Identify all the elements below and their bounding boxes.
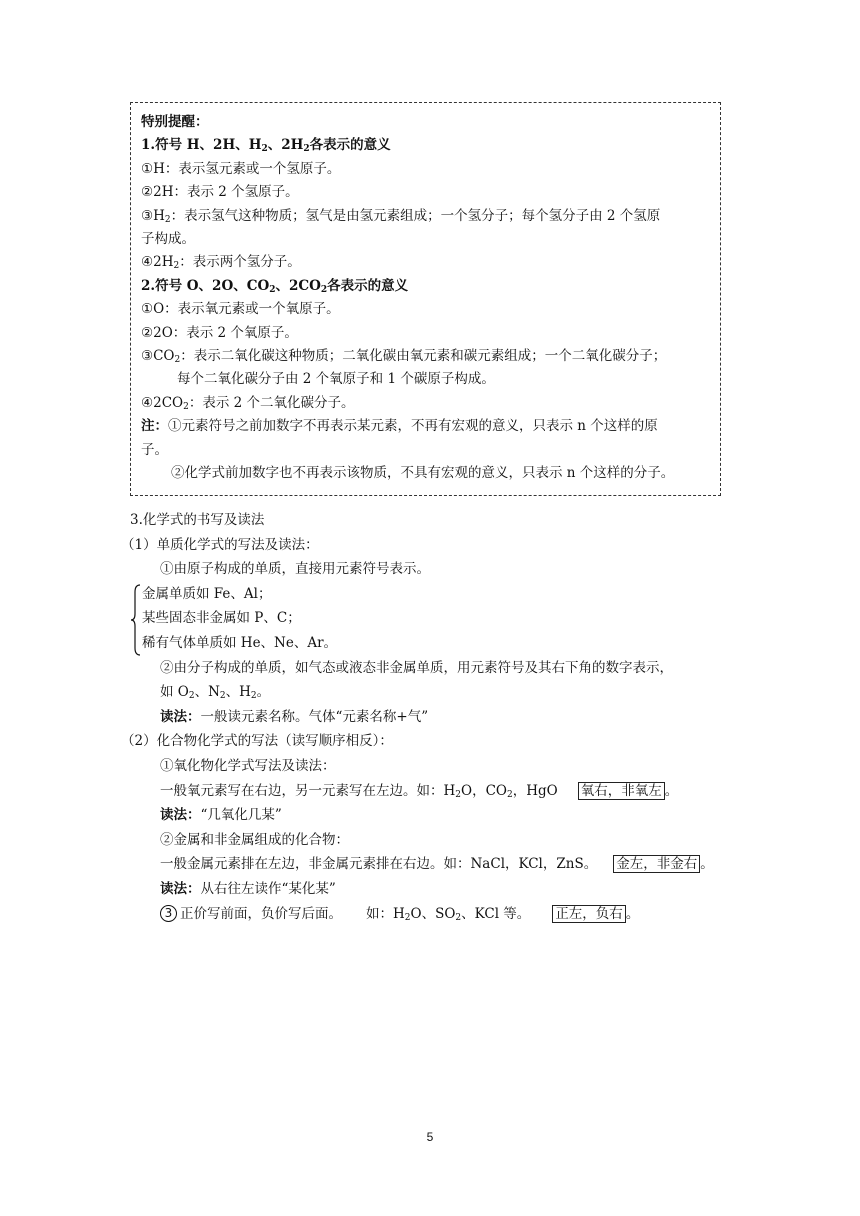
- tip-title: 特别提醒：: [141, 114, 209, 130]
- brace-item-nonmetal: 某些固态非金属如 P、C；: [142, 610, 301, 627]
- section-1-b: ②由分子构成的单质，如气态或液态非金属单质，用元素符号及其右下角的数字表示，: [160, 659, 673, 676]
- section-2-a-line: 一般氧元素写在右边，另一元素写在左边。如：$H_2O$，$CO_2$，HgO 氧右，非氧左 。: [160, 782, 679, 800]
- section-2-b-line: 一般金属元素排在左边，非金属元素排在右边。如：NaCl，KCl，ZnS。 金左，非金右 。: [160, 856, 714, 873]
- tip-line-h2-cont: 子构成。: [141, 231, 195, 248]
- tip-line-co2-cont: 每个二氧化碳分子由 2 个氧原子和 1 个碳原子构成。: [177, 371, 495, 388]
- section-2-title: （2）化合物化学式的写法（读写顺序相反）：: [121, 733, 393, 750]
- rule-box-metal: 金左，非金右: [613, 855, 700, 873]
- rule-box-oxide: 氧右，非氧左: [578, 782, 665, 800]
- tip-line-h: ①H：表示氢元素或一个氢原子。: [141, 160, 341, 177]
- section-1-a: ①由原子构成的单质，直接用元素符号表示。: [160, 561, 430, 578]
- page-number: 5: [426, 1130, 434, 1144]
- section-2-b: ②金属和非金属组成的化合物：: [160, 831, 349, 848]
- tip-line-o: ①O：表示氧元素或一个氧原子。: [141, 301, 340, 318]
- rule-box-valence: 正左，负右: [552, 905, 626, 923]
- tip-section-1-title: 1.符号 H、2H、$H_2$、$2H_2$各表示的意义: [141, 137, 391, 155]
- brace-item-noble-gas: 稀有气体单质如 He、Ne、Ar。: [142, 634, 338, 651]
- main-content: [121, 508, 730, 926]
- brace-icon: [130, 584, 142, 656]
- special-tip-box: [130, 102, 721, 496]
- brace-list: [130, 582, 730, 656]
- section-1-title: （1）单质化学式的写法及读法：: [121, 536, 319, 553]
- tip-line-2co2: $④2CO_2$：表示 2 个二氧化碳分子。: [141, 394, 355, 412]
- brace-item-metal: 金属单质如 Fe、Al；: [142, 585, 272, 602]
- read-rule-2: 读法：“几氧化几某”: [160, 807, 282, 824]
- section-2-c: 3 正价写前面，负价写后面。 如：$H_2O$、$SO_2$、KCl 等。 正左，负右 。: [130, 902, 730, 927]
- tip-note-1: 注：①元素符号之前加数字不再表示某元素，不再有宏观的意义，只表示 n 个这样的原: [141, 418, 658, 435]
- heading-3: 3.化学式的书写及读法: [130, 512, 265, 528]
- circled-number-3: 3: [160, 905, 177, 922]
- tip-note-2: ②化学式前加数字也不再表示该物质，不具有宏观的意义，只表示 n 个这样的分子。: [171, 465, 675, 482]
- tip-line-2h2: $④2H_2$：表示两个氢分子。: [141, 254, 301, 272]
- tip-line-2o: ②2O：表示 2 个氧原子。: [141, 324, 298, 341]
- tip-line-2h: ②2H：表示 2 个氢原子。: [141, 184, 299, 201]
- tip-section-2-title: 2.符号 O、2O、$CO_2$、$2CO_2$各表示的意义: [141, 277, 409, 295]
- read-rule-3: 读法：从右往左读作“某化某”: [160, 880, 336, 897]
- tip-line-h2: $③H_2$：表示氢气这种物质；氢气是由氢元素组成；一个氢分子；每个氢分子由 2 个氢原: [141, 207, 661, 225]
- tip-note-1-cont: 子。: [141, 441, 168, 458]
- read-rule-1: 读法：一般读元素名称。气体“元素名称+气”: [160, 708, 429, 725]
- section-1-b-cont: 如 $O_2$、$N_2$、$H_2$。: [160, 684, 271, 702]
- section-2-a: ①氧化物化学式写法及读法：: [160, 757, 336, 774]
- tip-line-co2: $③CO_2$：表示二氧化碳这种物质；二氧化碳由氧元素和碳元素组成；一个二氧化碳分子；: [141, 348, 667, 366]
